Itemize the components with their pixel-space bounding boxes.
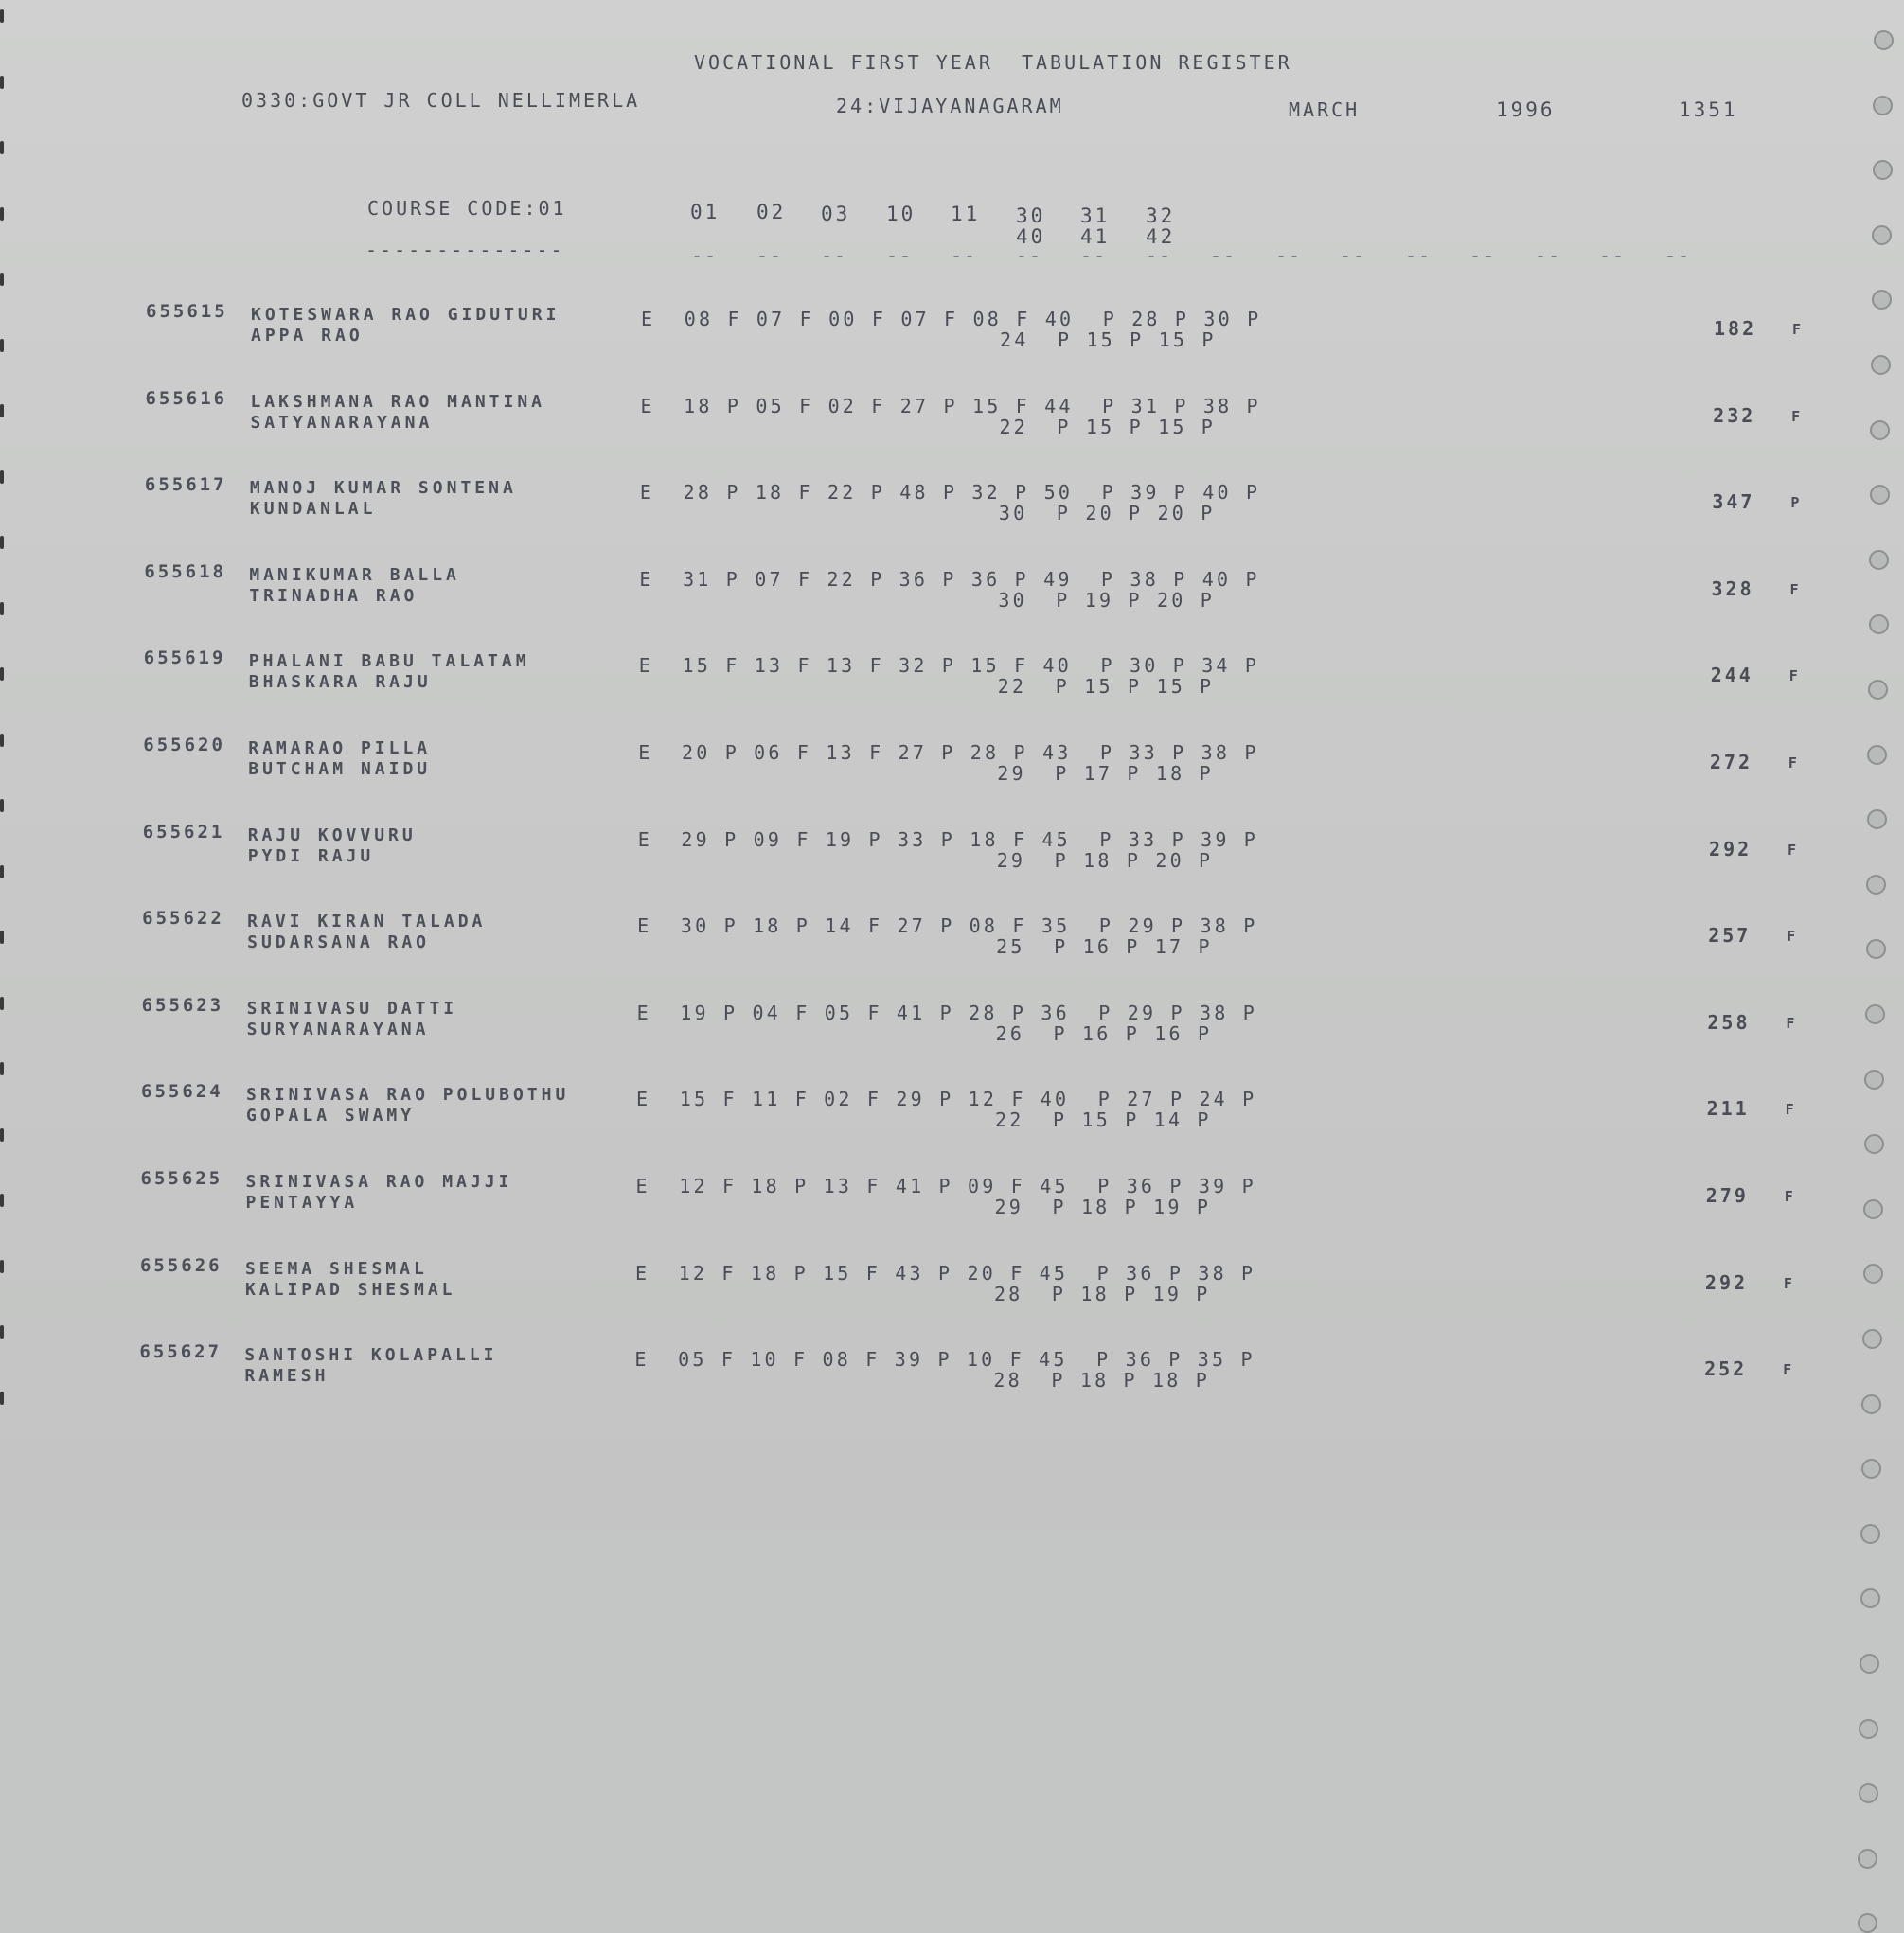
marks-line-2: 30 P 20 P 20 P xyxy=(998,502,1216,525)
result-status: F xyxy=(1786,1014,1798,1032)
total-marks: 244 xyxy=(1710,664,1753,687)
tractor-feed-hole xyxy=(1867,809,1887,829)
column-dash: -- xyxy=(1080,244,1108,267)
student-roll-number: 655622 xyxy=(142,908,224,930)
student-name: MANIKUMAR BALLA xyxy=(249,564,460,585)
student-name: SANTOSHI KOLAPALLI xyxy=(244,1345,498,1366)
result-status: F xyxy=(1787,928,1799,946)
marks-line-1: E 08 F 07 F 00 F 07 F 08 F 40 P 28 P 30 P xyxy=(641,308,1262,330)
column-code: 11 xyxy=(951,203,981,225)
tractor-feed-hole xyxy=(1864,1134,1884,1154)
tractor-feed-hole xyxy=(1872,290,1892,310)
left-edge-mark xyxy=(0,207,4,221)
student-roll-number: 655616 xyxy=(145,387,228,409)
left-edge-mark xyxy=(0,273,4,286)
column-dash: -- xyxy=(1210,244,1237,267)
student-roll-number: 655615 xyxy=(146,301,228,322)
tractor-feed-hole xyxy=(1873,160,1893,180)
marks-line-1: E 30 P 18 P 14 F 27 P 08 F 35 P 29 P 38 P xyxy=(637,914,1258,938)
district-name: 24:VIJAYANAGARAM xyxy=(836,95,1064,117)
total-marks: 252 xyxy=(1704,1357,1748,1381)
left-edge-mark xyxy=(0,1128,4,1142)
total-marks: 347 xyxy=(1712,490,1755,514)
left-edge-mark xyxy=(0,9,4,23)
tractor-feed-hole xyxy=(1863,1199,1883,1219)
column-dash: -- xyxy=(1664,244,1692,267)
exam-year: 1996 xyxy=(1496,98,1556,121)
tractor-feed-hole xyxy=(1861,1459,1881,1479)
tractor-feed-hole xyxy=(1862,1329,1882,1349)
left-edge-mark xyxy=(0,931,4,944)
marks-line-1: E 18 P 05 F 02 F 27 P 15 F 44 P 31 P 38 P xyxy=(640,394,1261,417)
student-roll-number: 655627 xyxy=(139,1341,222,1363)
result-status: F xyxy=(1792,321,1805,338)
left-edge-mark xyxy=(0,1325,4,1339)
left-edge-mark xyxy=(0,602,4,615)
left-edge-mark xyxy=(0,404,4,417)
total-marks: 272 xyxy=(1709,751,1753,773)
column-dash: -- xyxy=(1405,244,1432,267)
column-code: 40 xyxy=(1016,225,1046,248)
marks-line-1: E 31 P 07 F 22 P 36 P 36 P 49 P 38 P 40 P xyxy=(639,567,1260,591)
total-marks: 257 xyxy=(1708,924,1752,948)
total-marks: 328 xyxy=(1711,576,1754,600)
column-dash: -- xyxy=(821,244,848,267)
tractor-feed-hole xyxy=(1864,1070,1884,1090)
student-roll-number: 655626 xyxy=(139,1254,222,1276)
marks-line-2: 29 P 17 P 18 P xyxy=(997,762,1214,785)
marks-line-2: 22 P 15 P 15 P xyxy=(999,415,1217,438)
marks-line-1: E 12 F 18 P 13 F 41 P 09 F 45 P 36 P 39 P xyxy=(635,1175,1256,1197)
course-code-label: COURSE CODE:01 xyxy=(367,197,567,220)
student-name: RAMARAO PILLA xyxy=(248,738,432,758)
result-status: P xyxy=(1790,494,1803,512)
tractor-feed-hole xyxy=(1860,1524,1880,1544)
tractor-feed-hole xyxy=(1868,680,1888,700)
left-edge-mark xyxy=(0,865,4,878)
left-edge-mark xyxy=(0,141,4,154)
tractor-feed-hole xyxy=(1869,550,1889,570)
student-name: SRINIVASU DATTI xyxy=(246,998,458,1019)
column-dash: -- xyxy=(1469,244,1497,267)
marks-line-2: 28 P 18 P 19 P xyxy=(993,1282,1211,1305)
guardian-name: PYDI RAJU xyxy=(247,845,375,866)
guardian-name: KALIPAD SHESMAL xyxy=(244,1279,456,1300)
tractor-feed-hole xyxy=(1874,30,1894,50)
marks-line-1: E 15 F 11 F 02 F 29 P 12 F 40 P 27 P 24 P xyxy=(636,1088,1257,1111)
tractor-feed-hole xyxy=(1858,1849,1877,1869)
column-dash: -- xyxy=(1599,244,1627,267)
result-status: F xyxy=(1785,1101,1797,1119)
total-marks: 258 xyxy=(1707,1010,1751,1034)
marks-line-2: 29 P 18 P 20 P xyxy=(996,848,1214,872)
student-roll-number: 655620 xyxy=(143,735,225,755)
student-roll-number: 655623 xyxy=(141,994,224,1016)
total-marks: 292 xyxy=(1709,837,1753,860)
result-status: F xyxy=(1791,407,1804,425)
column-code: 31 xyxy=(1080,204,1111,227)
left-edge-mark xyxy=(0,1392,4,1405)
left-edge-mark xyxy=(0,667,4,681)
column-dash: -- xyxy=(1146,244,1173,267)
guardian-name: BHASKARA RAJU xyxy=(248,672,432,693)
column-dash: -- xyxy=(886,244,914,267)
column-code: 32 xyxy=(1146,204,1176,227)
marks-line-2: 29 P 18 P 19 P xyxy=(994,1196,1212,1218)
total-marks: 279 xyxy=(1705,1184,1749,1207)
guardian-name: GOPALA SWAMY xyxy=(246,1106,416,1126)
column-code: 42 xyxy=(1146,225,1176,248)
tractor-feed-hole xyxy=(1870,420,1890,440)
left-edge-mark xyxy=(0,76,4,89)
guardian-name: SATYANARAYANA xyxy=(250,412,434,433)
marks-line-1: E 28 P 18 F 22 P 48 P 32 P 50 P 39 P 40 P xyxy=(639,481,1261,505)
result-status: F xyxy=(1784,1188,1796,1205)
marks-line-2: 26 P 16 P 16 P xyxy=(995,1021,1213,1045)
marks-line-2: 22 P 15 P 14 P xyxy=(995,1108,1212,1132)
tractor-feed-hole xyxy=(1858,1913,1877,1933)
result-status: F xyxy=(1788,667,1801,685)
result-status: F xyxy=(1788,841,1800,859)
marks-line-2: 25 P 16 P 17 P xyxy=(996,935,1213,959)
tractor-feed-hole xyxy=(1867,745,1887,765)
tractor-feed-hole xyxy=(1860,1654,1879,1674)
guardian-name: SUDARSANA RAO xyxy=(247,932,431,953)
tractor-feed-hole xyxy=(1860,1588,1880,1608)
tractor-feed-hole xyxy=(1859,1719,1878,1739)
column-dash: -- xyxy=(1275,244,1303,267)
left-edge-mark xyxy=(0,536,4,549)
student-roll-number: 655619 xyxy=(143,647,226,669)
left-edge-mark xyxy=(0,1260,4,1273)
student-name: SRINIVASA RAO POLUBOTHU xyxy=(246,1085,570,1106)
course-code-underline: -------------- xyxy=(365,239,565,261)
marks-line-2: 30 P 19 P 20 P xyxy=(998,588,1215,612)
column-code: 41 xyxy=(1080,225,1111,248)
left-edge-mark xyxy=(0,734,4,747)
student-roll-number: 655618 xyxy=(144,560,226,582)
column-dash: -- xyxy=(1340,244,1367,267)
column-dash: -- xyxy=(691,244,719,267)
tractor-feed-hole xyxy=(1861,1394,1881,1414)
marks-line-1: E 12 F 18 P 15 F 43 P 20 F 45 P 36 P 38 P xyxy=(634,1261,1256,1285)
left-edge-mark xyxy=(0,1194,4,1207)
student-name: SRINIVASA RAO MAJJI xyxy=(245,1172,513,1192)
column-dash: -- xyxy=(756,244,784,267)
tractor-feed-hole xyxy=(1869,614,1889,634)
student-roll-number: 655625 xyxy=(140,1168,223,1189)
tractor-feed-hole xyxy=(1866,939,1886,959)
page-number: 1351 xyxy=(1679,98,1738,121)
column-code: 02 xyxy=(756,201,787,223)
left-edge-mark xyxy=(0,997,4,1010)
student-name: KOTESWARA RAO GIDUTURI xyxy=(251,305,561,325)
result-status: F xyxy=(1783,1274,1795,1292)
guardian-name: PENTAYYA xyxy=(245,1193,359,1213)
result-status: F xyxy=(1788,754,1800,771)
column-code: 03 xyxy=(821,203,851,225)
tractor-feed-hole xyxy=(1866,875,1886,895)
guardian-name: RAMESH xyxy=(244,1366,329,1387)
marks-line-1: E 19 P 04 F 05 F 41 P 28 P 36 P 29 P 38 P xyxy=(636,1001,1257,1024)
result-status: F xyxy=(1783,1361,1795,1379)
exam-month: MARCH xyxy=(1289,98,1361,121)
total-marks: 211 xyxy=(1706,1097,1750,1121)
column-dash: -- xyxy=(1535,244,1562,267)
tractor-feed-hole xyxy=(1872,225,1892,245)
tractor-feed-hole xyxy=(1871,355,1891,375)
guardian-name: APPA RAO xyxy=(251,326,364,346)
tractor-feed-hole xyxy=(1859,1783,1878,1803)
student-name: RAVI KIRAN TALADA xyxy=(247,912,487,932)
left-edge-mark xyxy=(0,339,4,352)
marks-line-1: E 05 F 10 F 08 F 39 P 10 F 45 P 36 P 35 P xyxy=(634,1348,1255,1372)
register-title: VOCATIONAL FIRST YEAR TABULATION REGISTER xyxy=(694,51,1292,74)
guardian-name: SURYANARAYANA xyxy=(246,1019,430,1039)
guardian-name: KUNDANLAL xyxy=(249,499,377,520)
tractor-feed-hole xyxy=(1873,96,1893,115)
student-name: SEEMA SHESMAL xyxy=(244,1258,428,1279)
result-status: F xyxy=(1789,580,1802,598)
column-dash: -- xyxy=(951,244,978,267)
column-dash: -- xyxy=(1016,244,1043,267)
guardian-name: TRINADHA RAO xyxy=(249,585,418,606)
student-name: MANOJ KUMAR SONTENA xyxy=(249,478,517,499)
marks-line-1: E 20 P 06 F 13 F 27 P 28 P 43 P 33 P 38 P xyxy=(638,741,1259,764)
left-edge-mark xyxy=(0,470,4,484)
total-marks: 182 xyxy=(1714,317,1757,340)
student-name: RAJU KOVVURU xyxy=(247,825,417,845)
total-marks: 232 xyxy=(1713,403,1756,427)
student-roll-number: 655621 xyxy=(142,821,225,842)
tractor-feed-hole xyxy=(1865,1004,1885,1024)
marks-line-2: 24 P 15 P 15 P xyxy=(1000,328,1217,351)
column-code: 30 xyxy=(1016,204,1046,227)
total-marks: 292 xyxy=(1704,1270,1749,1294)
student-roll-number: 655617 xyxy=(144,474,227,496)
column-code: 01 xyxy=(690,201,721,223)
marks-line-1: E 15 F 13 F 13 F 32 P 15 F 40 P 30 P 34 P xyxy=(638,654,1260,678)
marks-line-2: 28 P 18 P 18 P xyxy=(993,1369,1211,1392)
student-name: PHALANI BABU TALATAM xyxy=(248,651,530,672)
marks-line-2: 22 P 15 P 15 P xyxy=(997,675,1215,699)
tractor-feed-hole xyxy=(1863,1264,1883,1284)
student-name: LAKSHMANA RAO MANTINA xyxy=(250,391,546,412)
column-code: 10 xyxy=(886,203,916,225)
college-name: 0330:GOVT JR COLL NELLIMERLA xyxy=(241,89,641,112)
student-roll-number: 655624 xyxy=(141,1081,223,1103)
left-edge-mark xyxy=(0,1062,4,1075)
marks-line-1: E 29 P 09 F 19 P 33 P 18 F 45 P 33 P 39 P xyxy=(637,827,1259,851)
left-edge-mark xyxy=(0,799,4,812)
tractor-feed-hole xyxy=(1870,485,1890,505)
guardian-name: BUTCHAM NAIDU xyxy=(248,759,432,779)
